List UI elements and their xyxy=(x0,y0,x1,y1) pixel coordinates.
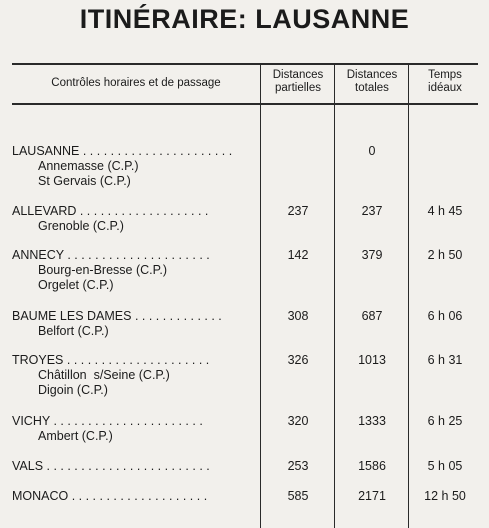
column-rule-2 xyxy=(334,63,335,528)
header-time-line1: Temps xyxy=(428,69,462,81)
header-partial-line1: Distances xyxy=(272,69,324,81)
total-distance: 237 xyxy=(361,204,383,218)
table-row-lausanne xyxy=(12,144,232,189)
partial-distance: 253 xyxy=(287,459,309,473)
dot-leader: . . . . . . . . . . . . . . . . . . . . . xyxy=(63,353,210,367)
ideal-time: 4 h 45 xyxy=(427,204,463,218)
partial-distance: 142 xyxy=(287,248,309,262)
ideal-time: 12 h 50 xyxy=(424,489,466,503)
dot-leader: . . . . . . . . . . . . . . . . . . . . . xyxy=(63,248,210,262)
checkpoint: Bourg-en-Bresse (C.P.) xyxy=(38,263,167,277)
header-time-line2: idéaux xyxy=(428,82,462,94)
dot-leader: . . . . . . . . . . . . . . . . . . . xyxy=(76,204,209,218)
partial-distance: 320 xyxy=(287,414,309,428)
partial-distance: 585 xyxy=(287,489,309,503)
control-name: TROYES xyxy=(12,353,64,367)
control-name: ALLEVARD xyxy=(12,204,77,218)
checkpoint: Annemasse (C.P.) xyxy=(38,159,139,173)
table-row-vals xyxy=(12,459,210,474)
total-distance: 1586 xyxy=(358,459,386,473)
header-partial-line2: partielles xyxy=(274,82,322,94)
control-name: LAUSANNE xyxy=(12,144,80,158)
partial-distance: 237 xyxy=(287,204,309,218)
control-name: BAUME LES DAMES xyxy=(12,309,132,323)
ideal-time: 6 h 06 xyxy=(427,309,463,323)
checkpoint: Châtillon s/Seine (C.P.) xyxy=(38,368,170,382)
table-row-troyes xyxy=(12,353,209,398)
control-name: VALS xyxy=(12,459,44,473)
checkpoint: Grenoble (C.P.) xyxy=(38,219,124,233)
checkpoint: Ambert (C.P.) xyxy=(38,429,113,443)
control-name: VICHY xyxy=(12,414,50,428)
column-rule-3 xyxy=(408,63,409,528)
ideal-time: 6 h 25 xyxy=(427,414,463,428)
total-distance: 687 xyxy=(361,309,383,323)
header-total-line2: totales xyxy=(355,82,389,94)
total-distance: 1013 xyxy=(358,353,386,367)
total-distance: 379 xyxy=(361,248,383,262)
checkpoint: St Gervais (C.P.) xyxy=(38,174,131,188)
checkpoint: Digoin (C.P.) xyxy=(38,383,108,397)
partial-distance: 308 xyxy=(287,309,309,323)
dot-leader: . . . . . . . . . . . . . . . . . . . . . . xyxy=(79,144,233,158)
column-rule-1 xyxy=(260,63,261,528)
ideal-time: 6 h 31 xyxy=(427,353,463,367)
ideal-time: 5 h 05 xyxy=(427,459,463,473)
header-controls: Contrôles horaires et de passage xyxy=(51,77,221,89)
table-row-allevard xyxy=(12,204,208,234)
table-row-monaco xyxy=(12,489,207,504)
total-distance: 0 xyxy=(368,144,376,158)
header-total-line1: Distances xyxy=(346,69,398,81)
header-ideal-times xyxy=(410,69,480,95)
table-row-baume-les-dames xyxy=(12,309,222,339)
dot-leader: . . . . . . . . . . . . . . . . . . . . . . . . xyxy=(43,459,210,473)
dot-leader: . . . . . . . . . . . . . xyxy=(131,309,222,323)
dot-leader: . . . . . . . . . . . . . . . . . . . . xyxy=(68,489,208,503)
control-name: MONACO xyxy=(12,489,69,503)
control-name: ANNECY xyxy=(12,248,64,262)
dot-leader: . . . . . . . . . . . . . . . . . . . . . . xyxy=(49,414,203,428)
total-distance: 2171 xyxy=(358,489,386,503)
table-row-annecy xyxy=(12,248,210,293)
table-row-vichy xyxy=(12,414,203,444)
checkpoint: Orgelet (C.P.) xyxy=(38,278,114,292)
total-distance: 1333 xyxy=(358,414,386,428)
checkpoint: Belfort (C.P.) xyxy=(38,324,109,338)
header-partial-distances xyxy=(262,69,334,95)
page-title: ITINÉRAIRE: LAUSANNE xyxy=(79,4,410,34)
ideal-time: 2 h 50 xyxy=(427,248,463,262)
partial-distance: 326 xyxy=(287,353,309,367)
header-total-distances xyxy=(336,69,408,95)
